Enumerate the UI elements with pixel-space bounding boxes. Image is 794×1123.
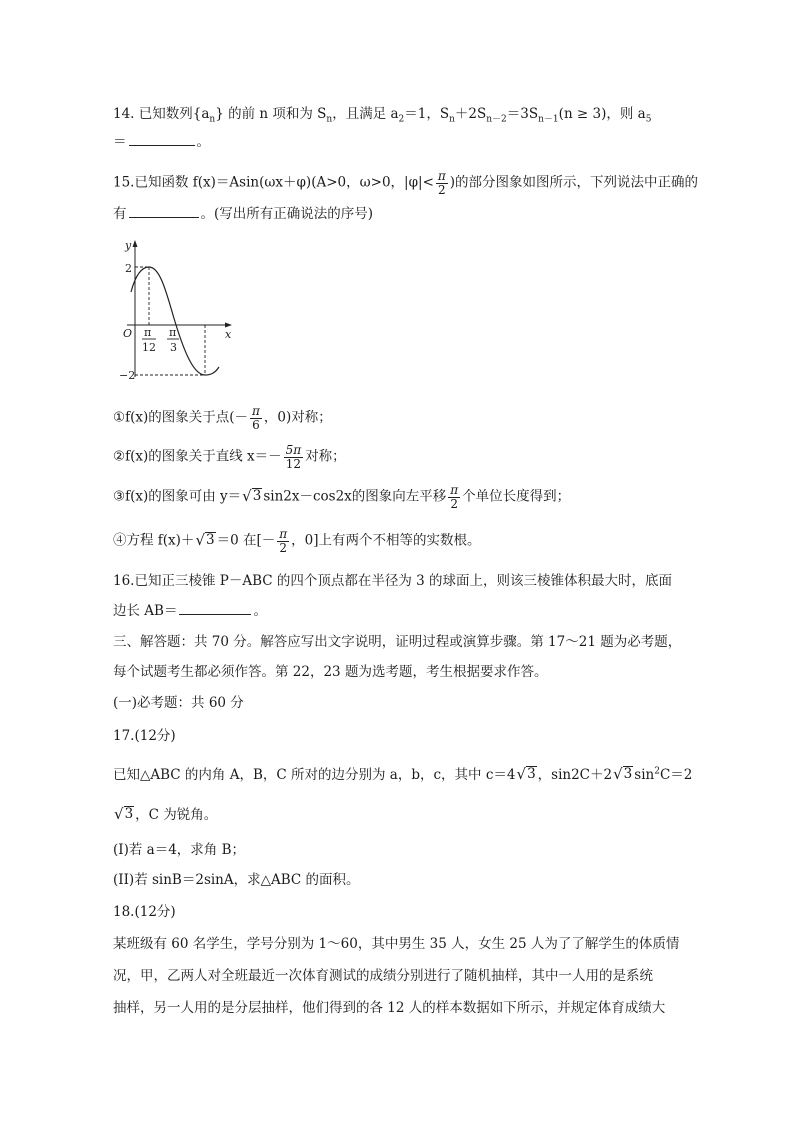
sine-graph [113, 237, 243, 387]
x-label: x [225, 328, 232, 341]
section-line-1: 三、解答题：共 70 分。解答应写出文字说明，证明过程或演算步骤。第 17～21 题为必考题， [113, 634, 682, 650]
tick2-num: π [169, 326, 177, 339]
q18-line-1: 某班级有 60 名学生，学号分别为 1～60，其中男生 35 人，女生 25 人为了了解学生的体质情 [113, 936, 680, 952]
section-line-3: (一)必考题：共 60 分 [113, 695, 244, 711]
y-min-label: −2 [119, 369, 136, 382]
q16-line-2: 边长 AB＝ 。 [113, 603, 267, 619]
option-3: ③f(x)的图象可由 y＝ √ 3 sin2x－cos2x的图象向左平移 $\frac{\pi}{2}$ 个单位长度得到； [113, 483, 571, 511]
q18-line-3: 抽样，另一人用的是分层抽样，他们得到的各 12 人的样本数据如下所示，并规定体育成绩大 [113, 1000, 666, 1016]
section-line-2: 每个试题考生都必须作答。第 22，23 题为选考题，考生根据要求作答。 [113, 664, 548, 680]
y-label: y [125, 239, 132, 252]
tick2-den: 3 [170, 341, 177, 354]
option-4: ④方程 f(x)＋ √ 3 ＝0 在[－ $\frac{\pi}{2}$ ，0]上有两个不相等的实数根。 [113, 527, 481, 555]
q14-line-2: ＝ 。 [113, 134, 210, 150]
q17-line-1: 已知△ABC 的内角 A，B，C 所对的边分别为 a，b，c，其中 c＝4 √ 3 ，sin2C＋2 √ 3 $\sin^2C=2$ [113, 764, 693, 783]
sqrt: √ 3 [242, 486, 262, 505]
q18-head: 18.(12分) [113, 904, 176, 920]
q17-line-2: √ 3 ，C 为锐角。 [114, 804, 218, 823]
q15-line-2: 有 。(写出所有正确说法的序号) [113, 206, 374, 222]
tick1-den: 12 [142, 341, 156, 354]
q18-line-2: 况，甲，乙两人对全班最近一次体育测试的成绩分别进行了随机抽样，其中一人用的是系统 [113, 968, 653, 984]
curve [131, 267, 219, 375]
q17-part-2: (II)若 sinB＝2sinA，求△ABC 的面积。 [113, 872, 360, 888]
answer-blank [129, 144, 195, 146]
q15-line-1: 15.已知函数 f(x)＝Asin(ωx＋φ)(A>0，ω>0，|φ|< $\frac{\pi}{2}$ )的部分图象如图所示，下列说法中正确的 [113, 169, 699, 197]
q17-part-1: (I)若 a＝4，求角 B； [113, 842, 246, 858]
option-2: ②f(x)的图象关于直线 x＝－ $\frac{5\pi}{12}$ 对称； [113, 443, 346, 471]
sqrt: √ 3 [195, 530, 215, 549]
y-axis-arrow [133, 240, 138, 247]
answer-blank [179, 613, 251, 615]
tick1-num: π [144, 326, 152, 339]
q17-head: 17.(12分) [113, 728, 176, 744]
q16-line-1: 16.已知正三棱锥 P－ABC 的四个顶点都在半径为 3 的球面上，则该三棱锥体积最大时，底面 [113, 573, 673, 589]
x-axis-arrow [225, 323, 232, 328]
option-1: ①f(x)的图象关于点(－ $\frac{\pi}{6}$ ，0)对称； [113, 404, 332, 432]
answer-blank [129, 216, 199, 218]
origin-label: O [123, 327, 133, 340]
fraction: $\frac{\pi}{2}$ [437, 169, 446, 197]
q14-line-1: 14. 已知数列$\{a_n\}$ 的前 n 项和为 $S_n$，且满足 $a_2=1$，$S_n+2S_{n-2}=3S_{n-1}(n \ge 3)$，则 $a_5$ [113, 106, 652, 125]
y-max-label: 2 [125, 262, 132, 275]
